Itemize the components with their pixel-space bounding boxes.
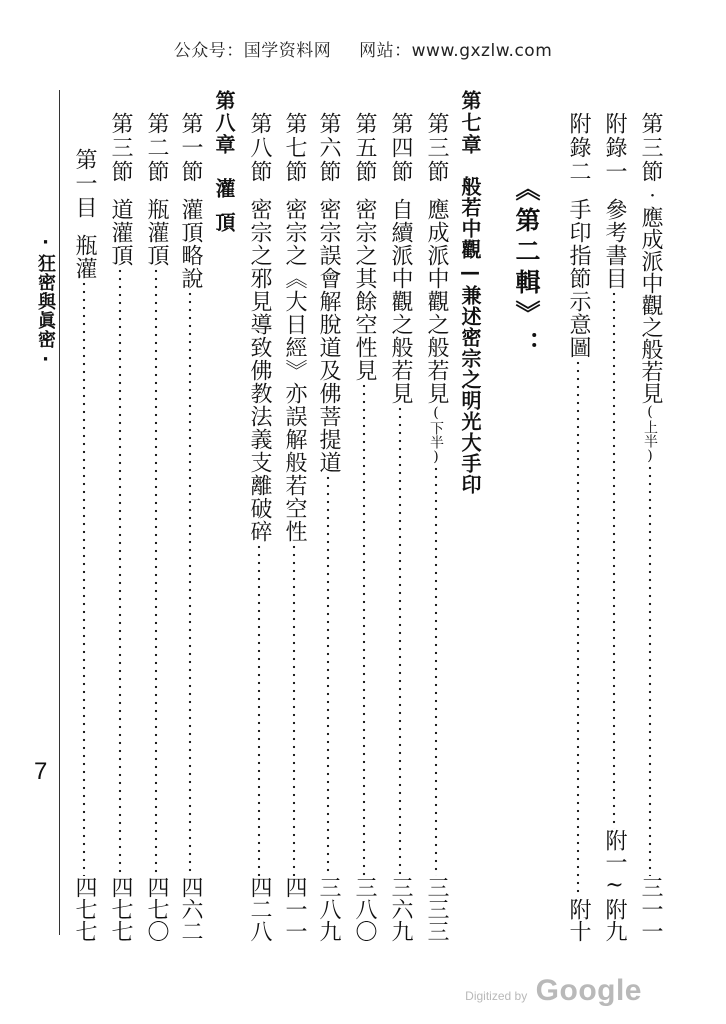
- dot-leader: [247, 543, 271, 876]
- header-label: 公众号：国学资料网: [173, 41, 332, 61]
- chapter-number: 第七章: [458, 90, 482, 156]
- toc-entry: [280, 112, 308, 942]
- toc-entry: [636, 112, 664, 942]
- chapter-title: 般若中觀—兼述密宗之明光大手印: [458, 176, 482, 495]
- toc-entry: [564, 112, 592, 942]
- toc-entry: [176, 112, 204, 942]
- chapter-title: 灌頂: [212, 178, 236, 246]
- margin-rule: [59, 90, 60, 935]
- section-number: 第一節: [178, 112, 203, 184]
- section-title: 瓶灌頂: [144, 198, 169, 267]
- page-number: 三八〇: [352, 876, 377, 942]
- section-title: 灌頂略說: [178, 198, 203, 290]
- section-number: 第四節: [388, 112, 413, 184]
- appendix-title: 參考書目: [602, 198, 627, 290]
- page-number: 四七七: [108, 876, 133, 942]
- toc-entry: [314, 112, 342, 942]
- section-title: 道灌頂: [108, 198, 133, 267]
- toc-entry: [600, 112, 628, 942]
- chapter-number: 第八章: [212, 90, 236, 156]
- section-title: 密宗誤會解脫道及佛菩提道: [316, 198, 341, 474]
- section-title: 密宗之《大日經》亦誤解般若空性: [282, 198, 307, 543]
- section-number: 第七節: [282, 112, 307, 184]
- section-number: 第五節: [352, 112, 377, 184]
- toc-entry: [422, 112, 450, 942]
- page-number: 三三三: [424, 876, 449, 942]
- section-title: 自續派中觀之般若見: [388, 198, 413, 405]
- subsection-title: 瓶灌: [72, 234, 97, 280]
- dot-leader: [108, 267, 132, 876]
- page-header: [0, 36, 726, 61]
- dot-leader: [352, 382, 376, 876]
- dot-leader: [638, 464, 662, 876]
- appendix-number: 附錄二: [566, 112, 591, 184]
- header-site: 网站：www.gxzlw.com: [359, 41, 553, 61]
- toc-entry: [350, 112, 378, 942]
- section-title: 密宗之其餘空性見: [352, 198, 377, 382]
- section-number: 第三節: [638, 112, 663, 184]
- dot-leader: [566, 359, 590, 898]
- section-number: 第六節: [316, 112, 341, 184]
- page-number: 四二八: [247, 876, 272, 942]
- section-note: (上半): [642, 404, 658, 464]
- dot-leader: [602, 290, 626, 829]
- volume-title: 《第二輯》：: [512, 176, 541, 362]
- page-number: 三八九: [316, 876, 341, 942]
- google-watermark: [465, 974, 642, 1008]
- page-number: 四七七: [72, 876, 97, 942]
- page-number: 附十: [566, 898, 591, 942]
- section-title: 密宗之邪見導致佛教法義支離破碎: [247, 198, 272, 543]
- section-number: 第二節: [144, 112, 169, 184]
- toc-entry: [70, 148, 98, 942]
- section-number: 第三節: [424, 112, 449, 184]
- chapter-heading: [456, 90, 484, 610]
- dot-leader: [72, 280, 96, 876]
- page-number: 四七〇: [144, 876, 169, 942]
- dot-leader: [424, 465, 448, 876]
- section-number: 第三節: [108, 112, 133, 184]
- appendix-title: 手印指節示意圖: [566, 198, 591, 359]
- watermark-prefix: Digitized by: [465, 989, 528, 1003]
- dot-leader: [282, 543, 306, 876]
- running-book-title: ·狂密與眞密·: [35, 232, 56, 371]
- google-logo: Google: [535, 974, 642, 1007]
- subsection-number: 第一目: [72, 148, 97, 220]
- section-number: 第八節: [247, 112, 272, 184]
- page-number: 四一一: [282, 876, 307, 942]
- toc-entry: [386, 112, 414, 942]
- dot-leader: [316, 474, 340, 876]
- dot-leader: [388, 405, 412, 876]
- page-number: 三六九: [388, 876, 413, 942]
- section-title: 應成派中觀之般若見: [424, 198, 449, 405]
- toc-entry: [106, 112, 134, 942]
- page-number: 三一一: [638, 876, 663, 942]
- chapter-heading: [210, 90, 238, 310]
- page-number: 四六二: [178, 876, 203, 942]
- section-note: (下半): [428, 405, 444, 465]
- section-title: ‧應成派中觀之般若見: [638, 184, 663, 404]
- dot-leader: [178, 290, 202, 876]
- folio-page-number: 7: [34, 758, 48, 785]
- toc-entry: [142, 112, 170, 942]
- dot-leader: [144, 267, 168, 876]
- appendix-number: 附錄一: [602, 112, 627, 184]
- page-number: 附一~附九: [602, 829, 627, 942]
- toc-entry: [245, 112, 273, 942]
